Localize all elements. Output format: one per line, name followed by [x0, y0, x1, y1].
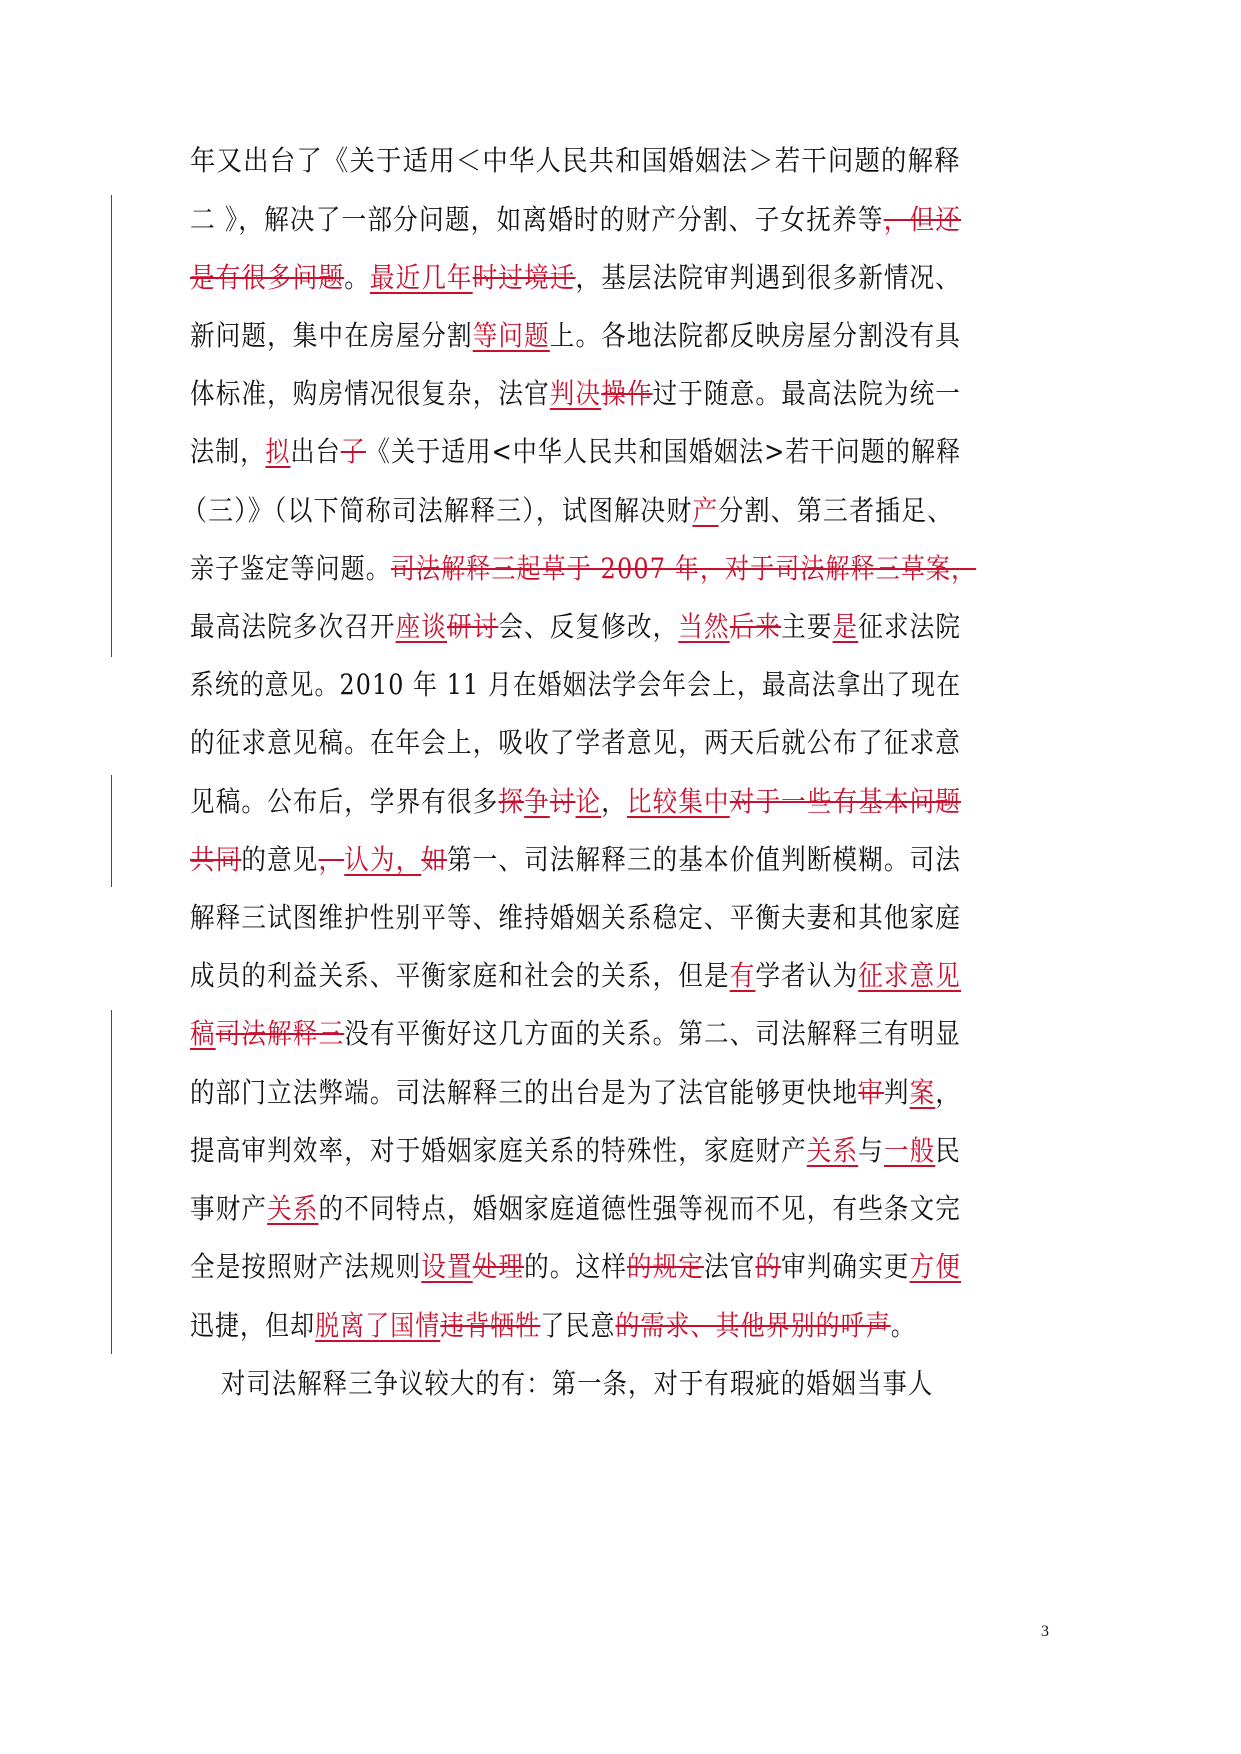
text-run: ，基层法院审判遇到很多新情况、	[575, 261, 962, 294]
text-run: 的。这样	[524, 1250, 627, 1283]
text-run: 见稿。公布后，学界有很多	[190, 785, 499, 818]
text-run: 的部门立法弊端。司法解释三的出台是为了法官能够更快地	[190, 1076, 859, 1109]
text-run: 了民意	[540, 1309, 616, 1342]
deleted-text: 的需求、其他界别的呼声	[615, 1309, 891, 1342]
text-run: 征求法院	[858, 610, 962, 643]
inserted-text: 是	[832, 610, 859, 643]
text-line	[190, 1069, 961, 1117]
text-run: 判	[883, 1076, 910, 1109]
change-bar	[111, 195, 112, 657]
text-line	[190, 719, 961, 767]
text-line	[190, 894, 961, 942]
text-run: 解释三试图维护性别平等、维持婚姻关系稳定、平衡夫妻和其他家庭	[190, 901, 961, 934]
text-run: 没有平衡好这几方面的关系。第二、司法解释三有明显	[344, 1017, 961, 1050]
change-bar	[111, 1010, 112, 1354]
text-run: 迅捷，但却	[190, 1309, 316, 1342]
text-run: （三）》（以下简称司法解释三），试图解决财	[182, 494, 693, 527]
deleted-text: 对于一些有基本问题	[729, 785, 962, 818]
text-line	[190, 1302, 916, 1350]
deleted-text: 的规定	[626, 1250, 705, 1283]
inserted-text: 认为，	[344, 843, 422, 876]
text-line	[190, 1010, 961, 1058]
text-run: 。	[890, 1309, 916, 1342]
inserted-text: 关系	[806, 1134, 859, 1167]
deleted-text: 时过境迁	[472, 261, 576, 294]
text-line	[182, 487, 953, 535]
text-line	[190, 196, 961, 244]
change-bar	[111, 775, 112, 887]
text-run: ，	[935, 1076, 962, 1109]
deleted-text: 后来	[729, 610, 782, 643]
text-run: 审判确实更	[781, 1250, 910, 1283]
deleted-text: 探	[498, 785, 525, 818]
deleted-text: 是有很多问题	[190, 261, 345, 294]
text-line	[190, 137, 961, 185]
text-run: 事财产	[190, 1192, 268, 1225]
text-run: 上。各地法院都反映房屋分割没有具	[549, 319, 961, 352]
deleted-text: 处理	[472, 1250, 525, 1283]
inserted-text: 稿	[190, 1017, 216, 1050]
text-line	[190, 1185, 961, 1233]
text-run: 学者认为	[755, 959, 859, 992]
inserted-text: 比较集中	[626, 785, 730, 818]
text-line	[190, 1127, 961, 1175]
text-run: 《关于适用<中华人民共和国婚姻法>若干问题的解释	[365, 435, 962, 468]
deleted-text: 牺牲	[490, 1309, 541, 1342]
text-line	[190, 254, 961, 302]
inserted-text: 设置	[421, 1250, 473, 1283]
deleted-text: 讨	[549, 785, 576, 818]
inserted-text: 方便	[909, 1250, 962, 1283]
deleted-text: 违背	[440, 1309, 491, 1342]
inserted-text: 争	[524, 785, 550, 818]
inserted-text: 论	[575, 785, 602, 818]
text-run: 民	[935, 1134, 962, 1167]
text-run: 成员的利益关系、平衡家庭和社会的关系，但是	[190, 959, 730, 992]
deleted-text: 如	[421, 843, 448, 876]
inserted-text: 一般	[883, 1134, 936, 1167]
text-line	[190, 661, 961, 709]
text-run: 二 》，解决了一部分问题，如离婚时的财产分割、子女抚养等	[190, 203, 884, 236]
inserted-text: 拟	[265, 435, 291, 468]
text-run: 法官	[704, 1250, 756, 1283]
inserted-text: 判决	[549, 377, 602, 410]
text-run: 与	[858, 1134, 884, 1167]
inserted-text: 征求意见	[858, 959, 961, 992]
text-run: 亲子鉴定等问题。	[190, 552, 391, 585]
text-line	[190, 778, 961, 826]
inserted-text: 当然	[678, 610, 730, 643]
text-run: 出台	[290, 435, 341, 468]
text-run: 的征求意见稿。在年会上，吸收了学者意见，两天后就公布了征求意	[190, 726, 961, 759]
text-line	[190, 428, 961, 476]
deleted-text: 司法解释三起草于 2007 年，对于司法解释三草案，	[390, 552, 977, 585]
deleted-text: 了	[340, 435, 366, 468]
text-line	[190, 312, 961, 360]
text-run: 过于随意。最高法院为统一	[652, 377, 961, 410]
text-run: 分割、第三者插足、	[718, 494, 954, 527]
inserted-text: 关系	[267, 1192, 319, 1225]
inserted-text: 脱离了国情	[315, 1309, 441, 1342]
inserted-text: 产	[692, 494, 719, 527]
inserted-text: 座谈	[395, 610, 448, 643]
text-run: 会、反复修改，	[498, 610, 679, 643]
text-run: 提高审判效率，对于婚姻家庭关系的特殊性，家庭财产	[190, 1134, 807, 1167]
text-run: 法制，	[190, 435, 266, 468]
inserted-text: 等问题	[472, 319, 550, 352]
text-run: 。	[344, 261, 370, 294]
deleted-text: 操作	[601, 377, 653, 410]
deleted-text: ，但还	[883, 203, 962, 236]
text-run: 最高法院多次召开	[190, 610, 396, 643]
text-line	[221, 1360, 933, 1408]
text-line	[190, 952, 961, 1000]
text-run: 新问题，集中在房屋分割	[190, 319, 473, 352]
text-run: 主要	[781, 610, 833, 643]
text-run: 对司法解释三争议较大的有：第一条，对于有瑕疵的婚姻当事人	[221, 1367, 934, 1400]
text-run: 第一、司法解释三的基本价值判断模糊。司法	[447, 843, 962, 876]
text-line	[190, 603, 961, 651]
inserted-text: 案	[909, 1076, 936, 1109]
deleted-text: 共同	[190, 843, 242, 876]
text-run: 年又出台了《关于适用＜中华人民共和国婚姻法＞若干问题的解释	[190, 144, 961, 177]
inserted-text: 有	[729, 959, 756, 992]
text-run: 系统的意见。2010 年 11 月在婚姻法学会年会上，最高法拿出了现在	[190, 668, 962, 701]
text-line	[190, 545, 976, 593]
text-run: 的意见	[241, 843, 319, 876]
inserted-text: 最近几年	[369, 261, 473, 294]
text-run: ，	[601, 785, 627, 818]
text-line	[190, 1243, 961, 1291]
text-run: 体标准，购房情况很复杂，法官	[190, 377, 550, 410]
text-line	[190, 370, 961, 418]
deleted-text: 的	[755, 1250, 782, 1283]
text-line	[190, 836, 961, 884]
deleted-text: 审	[858, 1076, 884, 1109]
deleted-text: 研讨	[447, 610, 499, 643]
text-run: 的不同特点，婚姻家庭道德性强等视而不见，有些条文完	[318, 1192, 961, 1225]
deleted-text: 司法解释三	[215, 1017, 345, 1050]
text-run: 全是按照财产法规则	[190, 1250, 422, 1283]
page-number: 3	[1041, 1623, 1049, 1640]
deleted-text: ，	[318, 843, 345, 876]
